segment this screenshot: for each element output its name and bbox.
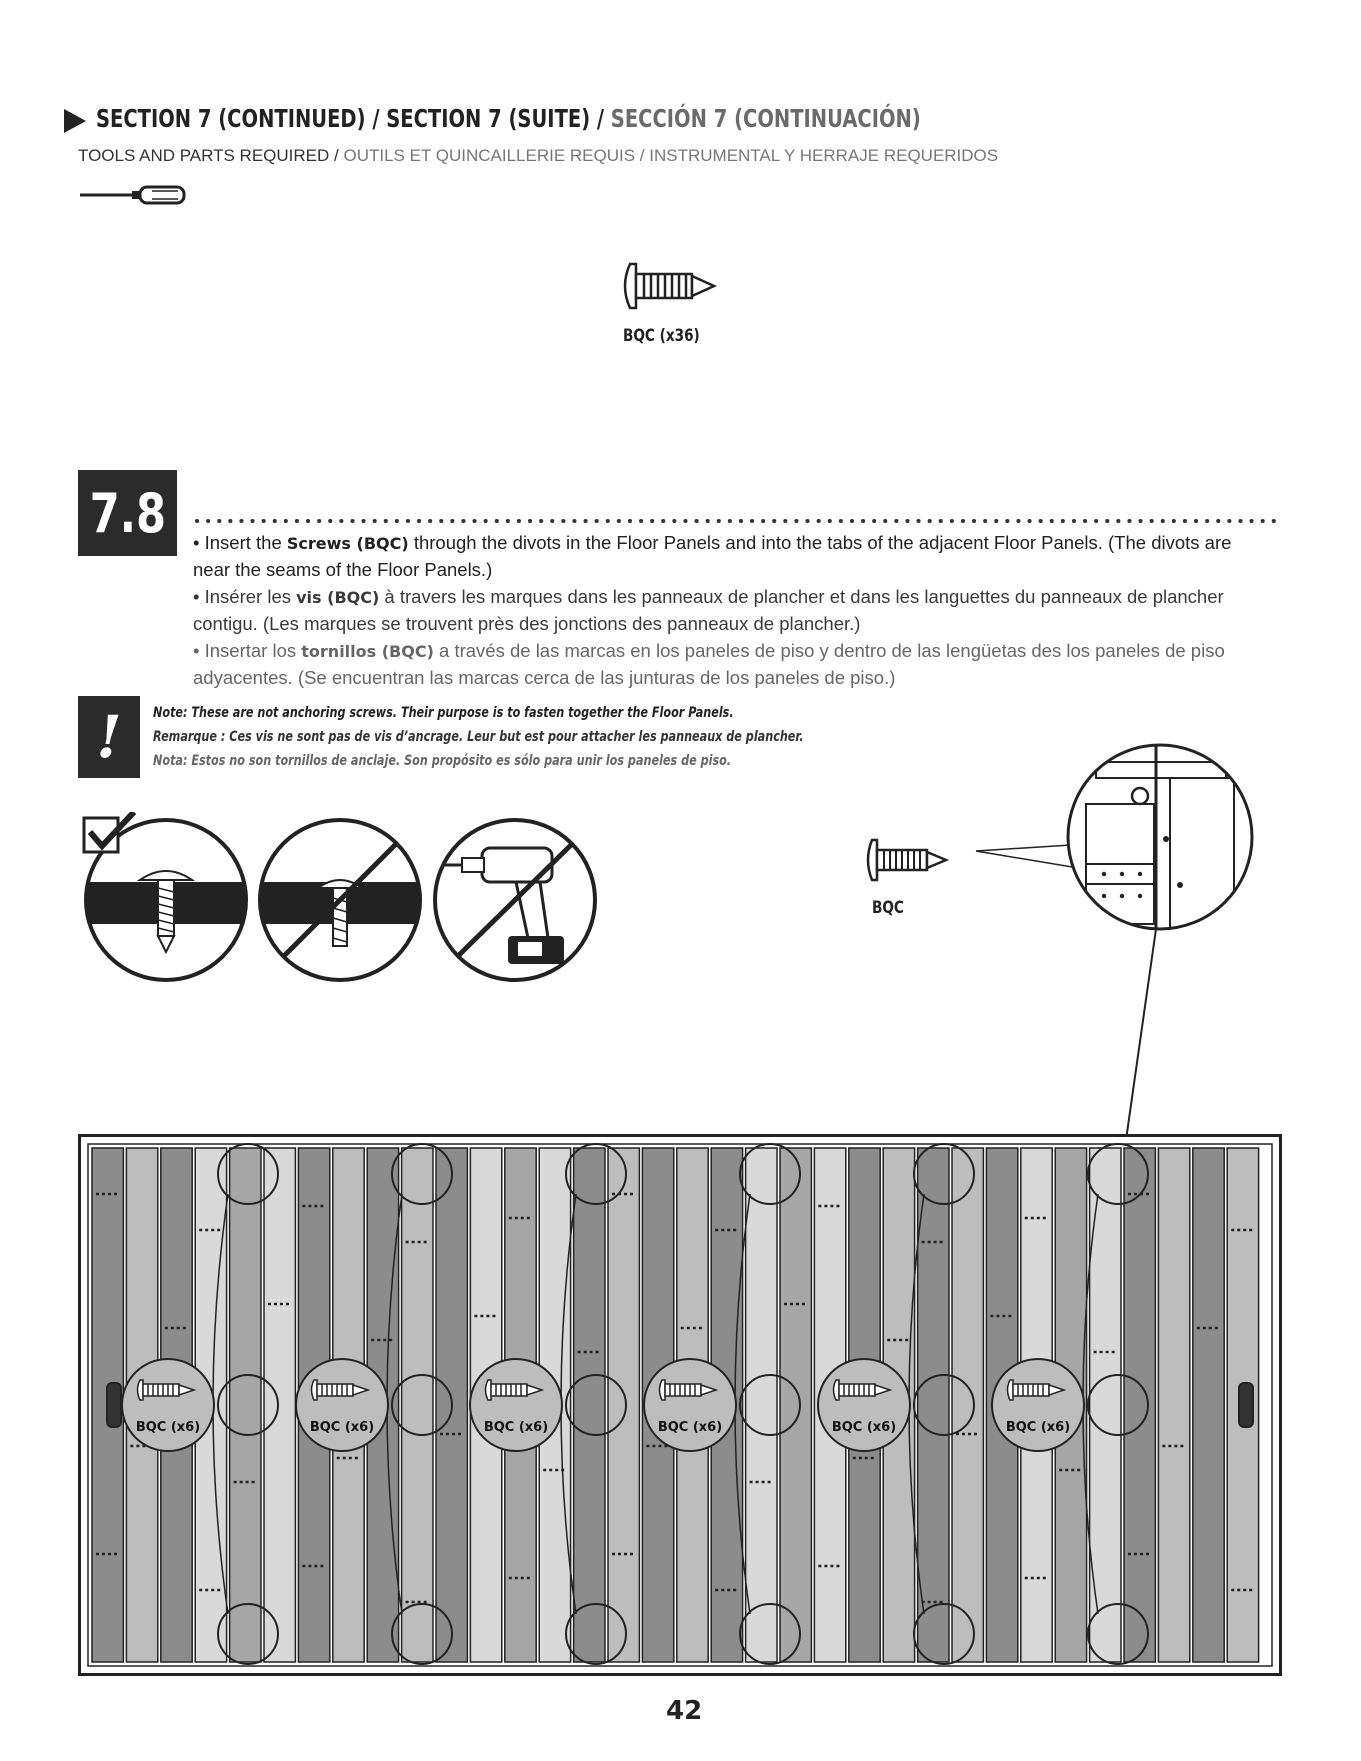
section-heading-fr: SECTION 7 (SUITE) /	[386, 104, 605, 133]
floor-screw-badge	[818, 1359, 910, 1451]
floor-plank	[918, 1148, 949, 1662]
step-number: 7.8	[89, 481, 166, 545]
floor-badge-label: BQC (x6)	[135, 1420, 201, 1435]
tools-heading-fr: OUTILS ET QUINCAILLERIE REQUIS /	[343, 146, 645, 165]
floor-plank	[264, 1148, 295, 1662]
floor-plank	[1158, 1148, 1189, 1662]
floor-plank	[230, 1148, 261, 1662]
instruction-en-text: • Insert the	[193, 532, 287, 553]
tools-heading-es: INSTRUMENTAL Y HERRAJE REQUERIDOS	[649, 146, 999, 165]
floor-handle-icon	[1239, 1383, 1253, 1427]
instruction-es-text-2: a través de las marcas en los paneles de piso y dentro de las lengüetas des los paneles de piso adyacentes. (Se encuentran las marcas cerca de las junturas de los paneles de piso.)	[193, 640, 1225, 688]
no-power-drill-icon	[435, 820, 595, 980]
instruction-fr-part: vis (BQC)	[296, 588, 380, 607]
floor-badge-label: BQC (x6)	[483, 1420, 549, 1435]
detail-screw-label: BQC	[872, 898, 904, 918]
section-heading	[96, 104, 921, 133]
floor-screw-badge	[992, 1359, 1084, 1451]
tools-heading-en: TOOLS AND PARTS REQUIRED /	[78, 146, 339, 165]
screw-placement-detail	[860, 740, 1290, 1155]
floor-plank	[574, 1148, 605, 1662]
floor-badge-label: BQC (x6)	[1005, 1420, 1071, 1435]
floor-badge-label: BQC (x6)	[657, 1420, 723, 1435]
correct-depth-icon	[78, 812, 258, 980]
detail-screw-icon	[868, 840, 946, 880]
floor-screw-badge	[644, 1359, 736, 1451]
instruction-en-part: Screws (BQC)	[286, 534, 409, 553]
floor-screw-badge	[122, 1359, 214, 1451]
section-heading-en: SECTION 7 (CONTINUED) /	[96, 104, 380, 133]
floor-plank	[1193, 1148, 1224, 1662]
instruction-es-part: tornillos (BQC)	[301, 642, 434, 661]
parts-quantity-label: BQC (x36)	[623, 326, 700, 346]
dotted-rule	[195, 512, 1285, 530]
note-es: Nota: Estos no son tornillos de anclaje. Son propósito es sólo para unir los paneles de piso.	[153, 753, 732, 769]
floor-badge-label: BQC (x6)	[309, 1420, 375, 1435]
screw-bqc-icon	[618, 260, 718, 317]
tools-parts-heading	[78, 146, 998, 166]
floor-badge-label: BQC (x6)	[831, 1420, 897, 1435]
instruction-en-text-2: through the divots in the Floor Panels and into the tabs of the adjacent Floor Panels. (The divots are near the seams of the Floor Panels.)	[193, 532, 1232, 580]
screw-depth-illustrations	[78, 812, 608, 997]
floor-plank	[952, 1148, 983, 1662]
note-fr: Remarque : Ces vis ne sont pas de vis d’ancrage. Leur but est pour attacher les panneaux de plancher.	[153, 729, 804, 745]
warning-box	[78, 696, 140, 778]
instruction-es	[193, 638, 1273, 691]
instruction-es-text: • Insertar los	[193, 640, 302, 661]
instruction-fr	[193, 584, 1273, 637]
exclamation-icon: !	[96, 703, 122, 771]
note-en: Note: These are not anchoring screws. Their purpose is to fasten together the Floor Panels.	[153, 705, 734, 721]
instruction-en	[193, 530, 1273, 583]
section-heading-es: SECCIÓN 7 (CONTINUACIÓN)	[610, 104, 921, 133]
floor-plank	[780, 1148, 811, 1662]
step-number-box	[78, 470, 177, 556]
section-marker-icon	[64, 109, 86, 138]
screwdriver-icon	[78, 182, 190, 213]
floor-screw-badge	[296, 1359, 388, 1451]
instruction-fr-text-2: à travers les marques dans les panneaux de plancher et dans les languettes du panneaux de plancher contigu. (Les marques se trouvent près des jonctions des panneaux de plancher.)	[193, 586, 1224, 634]
floor-plank	[746, 1148, 777, 1662]
incorrect-depth-icon	[248, 820, 428, 980]
floor-plank	[1124, 1148, 1155, 1662]
floor-screw-badge	[470, 1359, 562, 1451]
floor-handle-icon	[107, 1383, 121, 1427]
instruction-fr-text: • Insérer les	[193, 586, 297, 607]
floor-panel-assembly	[78, 1134, 1282, 1681]
page-number: 42	[666, 1696, 703, 1726]
floor-plank	[608, 1148, 639, 1662]
floor-plank	[402, 1148, 433, 1662]
